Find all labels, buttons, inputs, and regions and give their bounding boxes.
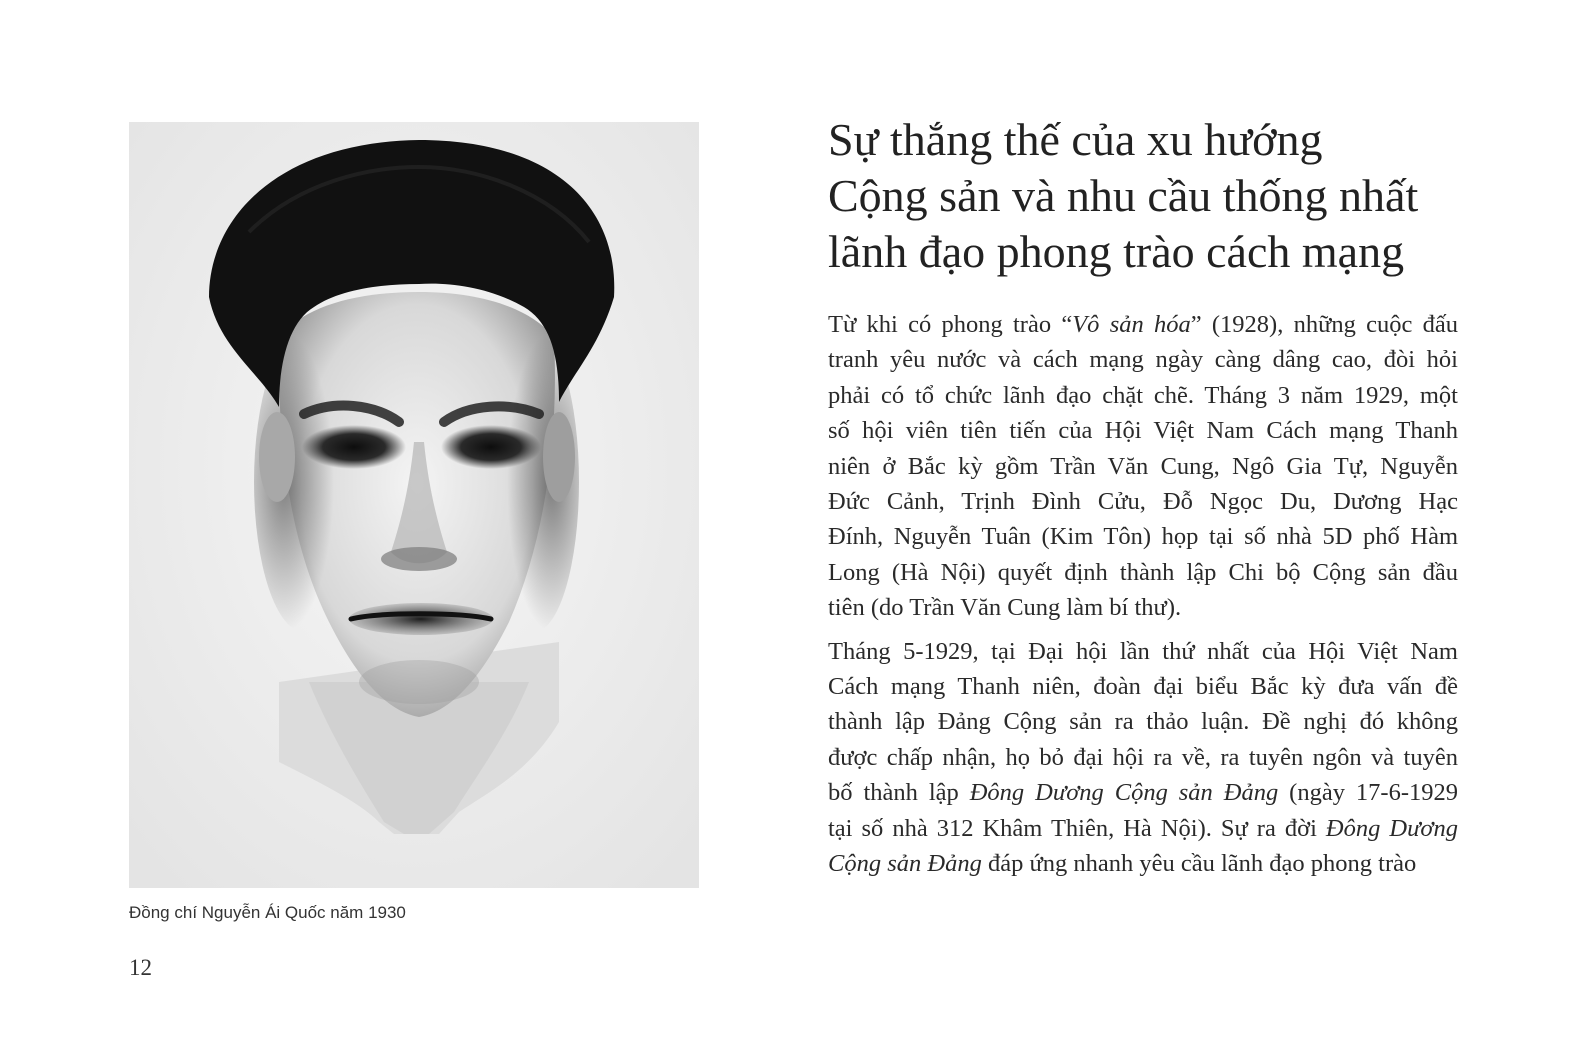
text-segment: bố thành lập bbox=[828, 779, 970, 807]
heading-line: Sự thắng thế của xu hướng bbox=[828, 114, 1323, 165]
text-segment: thành lập Đảng Cộng sản ra thảo luận. Đề nghị đó không bbox=[828, 708, 1458, 736]
text-line bbox=[828, 378, 1458, 413]
italic-text: Đông Dương Cộng sản Đảng bbox=[969, 779, 1279, 807]
portrait-photo bbox=[129, 122, 699, 888]
text-line bbox=[828, 811, 1458, 846]
text-line bbox=[828, 740, 1458, 775]
text-segment: được chấp nhận, họ bỏ đại hội ra về, ra tuyên ngôn và tuyên bbox=[828, 743, 1458, 771]
chapter-heading bbox=[828, 112, 1488, 280]
paragraph bbox=[828, 634, 1458, 882]
heading-line: Cộng sản và nhu cầu thống nhất bbox=[828, 170, 1419, 221]
text-segment: niên ở Bắc kỳ gồm Trần Văn Cung, Ngô Gia Tự, Nguyễn bbox=[828, 452, 1458, 480]
text-segment: Cách mạng Thanh niên, đoàn đại biểu Bắc kỳ đưa vấn đề bbox=[828, 673, 1458, 701]
text-segment: đáp ứng nhanh yêu cầu lãnh đạo phong trào bbox=[981, 850, 1417, 878]
italic-text: Đông Dương bbox=[1325, 814, 1459, 842]
text-line bbox=[828, 413, 1458, 448]
text-line bbox=[828, 307, 1458, 342]
text-segment: tiên (do Trần Văn Cung làm bí thư). bbox=[828, 594, 1182, 622]
text-segment: Từ khi có phong trào “ bbox=[828, 311, 1073, 338]
heading-line: lãnh đạo phong trào cách mạng bbox=[828, 226, 1405, 277]
text-segment: Long (Hà Nội) quyết định thành lập Chi bộ Cộng sản đầu bbox=[828, 558, 1458, 586]
text-line bbox=[828, 775, 1458, 810]
italic-text: Cộng sản Đảng bbox=[828, 850, 982, 878]
text-segment: ” (1928), những cuộc đấu bbox=[1190, 311, 1459, 338]
text-segment: phải có tổ chức lãnh đạo chặt chẽ. Tháng 3 năm 1929, một bbox=[828, 381, 1458, 409]
text-line bbox=[828, 342, 1458, 377]
body-text bbox=[828, 307, 1458, 890]
text-line bbox=[828, 634, 1458, 669]
text-segment: số hội viên tiên tiến của Hội Việt Nam Cách mạng Thanh bbox=[828, 417, 1458, 445]
text-line bbox=[828, 590, 1458, 625]
paragraph bbox=[828, 307, 1458, 626]
text-line bbox=[828, 555, 1458, 590]
text-segment: (ngày 17-6-1929 bbox=[1278, 779, 1458, 807]
text-line bbox=[828, 449, 1458, 484]
text-segment: Đức Cảnh, Trịnh Đình Cửu, Đỗ Ngọc Du, Dương Hạc bbox=[828, 488, 1458, 516]
text-segment: tại số nhà 312 Khâm Thiên, Hà Nội). Sự ra đời bbox=[828, 814, 1326, 842]
italic-text: Vô sản hóa bbox=[1072, 311, 1191, 338]
text-line bbox=[828, 669, 1458, 704]
text-line bbox=[828, 484, 1458, 519]
text-line bbox=[828, 519, 1458, 554]
photo-caption: Đồng chí Nguyễn Ái Quốc năm 1930 bbox=[129, 903, 406, 922]
portrait-image bbox=[129, 122, 699, 888]
text-segment: Đính, Nguyễn Tuân (Kim Tôn) họp tại số nhà 5D phố Hàm bbox=[828, 523, 1458, 551]
page-number: 12 bbox=[129, 955, 152, 980]
text-segment: tranh yêu nước và cách mạng ngày càng dâng cao, đòi hỏi bbox=[828, 346, 1458, 374]
text-line bbox=[828, 846, 1458, 881]
text-segment: Tháng 5-1929, tại Đại hội lần thứ nhất của Hội Việt Nam bbox=[828, 637, 1458, 665]
text-line bbox=[828, 704, 1458, 739]
